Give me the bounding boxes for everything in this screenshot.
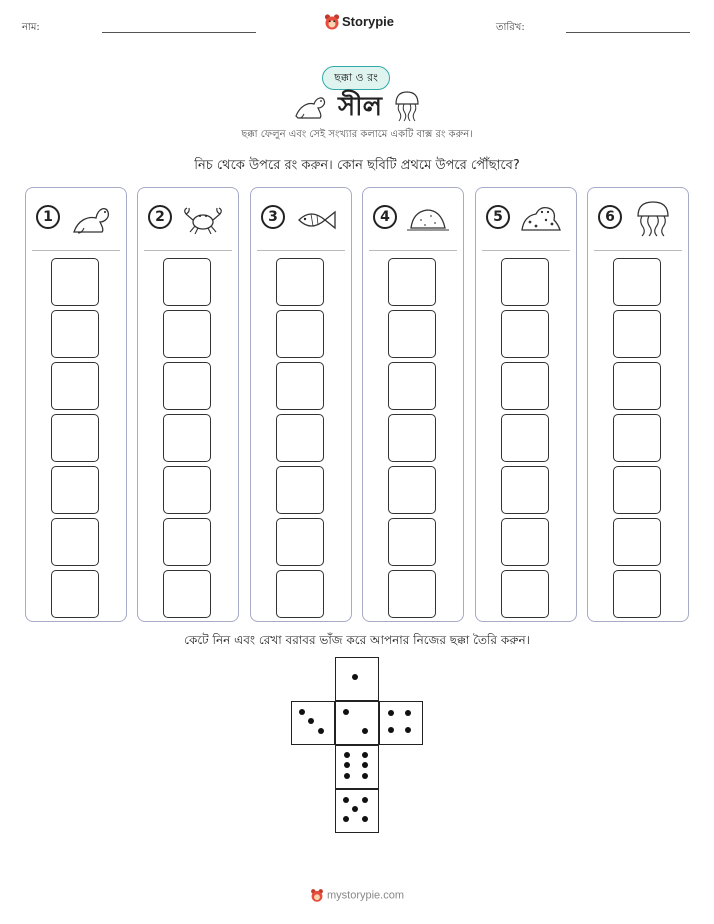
pip	[343, 709, 349, 715]
column-3	[250, 187, 352, 622]
color-box[interactable]	[388, 570, 436, 618]
color-box[interactable]	[276, 518, 324, 566]
pip	[344, 773, 350, 779]
pip	[318, 728, 324, 734]
pip	[352, 806, 358, 812]
sea-lion-icon	[68, 198, 114, 238]
column-1	[25, 187, 127, 622]
color-box[interactable]	[613, 518, 661, 566]
color-box[interactable]	[276, 570, 324, 618]
color-box[interactable]	[388, 466, 436, 514]
color-box[interactable]	[276, 414, 324, 462]
color-box[interactable]	[51, 310, 99, 358]
column-number: 5	[486, 205, 510, 229]
color-box[interactable]	[613, 362, 661, 410]
brand-name: Storypie	[342, 14, 395, 29]
column-6	[587, 187, 689, 622]
color-box[interactable]	[163, 570, 211, 618]
column-divider	[144, 250, 232, 251]
color-box[interactable]	[51, 466, 99, 514]
color-box[interactable]	[501, 414, 549, 462]
color-box[interactable]	[163, 466, 211, 514]
pip	[352, 674, 358, 680]
pip	[362, 762, 368, 768]
color-box[interactable]	[501, 362, 549, 410]
color-box[interactable]	[501, 518, 549, 566]
color-box[interactable]	[388, 310, 436, 358]
column-4	[362, 187, 464, 622]
name-label: নাম:	[22, 22, 40, 33]
color-box[interactable]	[51, 518, 99, 566]
die-face-3	[291, 701, 335, 745]
pip	[308, 718, 314, 724]
pip	[362, 816, 368, 822]
color-box[interactable]	[51, 570, 99, 618]
pip	[299, 709, 305, 715]
date-line[interactable]	[566, 32, 690, 33]
color-box[interactable]	[276, 466, 324, 514]
pip	[362, 728, 368, 734]
color-box[interactable]	[613, 414, 661, 462]
color-box[interactable]	[613, 258, 661, 306]
die-face-4	[379, 701, 423, 745]
footer	[0, 888, 714, 903]
color-box[interactable]	[276, 258, 324, 306]
color-box[interactable]	[388, 362, 436, 410]
die-face-1	[335, 657, 379, 701]
color-box[interactable]	[163, 362, 211, 410]
color-box[interactable]	[51, 258, 99, 306]
pip	[388, 710, 394, 716]
column-5	[475, 187, 577, 622]
activity-tag: ছক্কা ও রং	[322, 66, 390, 90]
color-box[interactable]	[51, 362, 99, 410]
color-box[interactable]	[163, 414, 211, 462]
column-number: 6	[598, 205, 622, 229]
pip	[405, 727, 411, 733]
pip	[362, 797, 368, 803]
instruction: নিচ থেকে উপরে রং করুন। কোন ছবিটি প্রথমে উপরে পৌঁছাবে?	[194, 158, 520, 173]
pip	[343, 816, 349, 822]
subtitle: ছক্কা ফেলুন এবং সেই সংখ্যার কলামে একটি বাক্স রং করুন।	[241, 129, 473, 140]
color-box[interactable]	[388, 518, 436, 566]
color-box[interactable]	[388, 258, 436, 306]
color-box[interactable]	[613, 570, 661, 618]
fish-icon	[293, 198, 339, 238]
jellyfish-title-icon	[392, 90, 422, 122]
die-face-2	[335, 701, 379, 745]
color-box[interactable]	[276, 362, 324, 410]
pip	[344, 752, 350, 758]
name-line[interactable]	[102, 32, 256, 33]
jellyfish-icon	[630, 198, 676, 238]
column-number: 2	[148, 205, 172, 229]
bear-icon	[324, 13, 340, 31]
column-2	[137, 187, 239, 622]
footer-site[interactable]: mystorypie.com	[326, 889, 405, 902]
column-divider	[482, 250, 570, 251]
color-box[interactable]	[163, 310, 211, 358]
die-face-6	[335, 745, 379, 789]
color-box[interactable]	[501, 466, 549, 514]
seal-icon	[518, 198, 564, 238]
column-divider	[257, 250, 345, 251]
color-box[interactable]	[51, 414, 99, 462]
pip	[405, 710, 411, 716]
die-face-5	[335, 789, 379, 833]
column-number: 4	[373, 205, 397, 229]
color-box[interactable]	[501, 310, 549, 358]
footer-bear-icon	[310, 888, 324, 903]
cut-instruction: কেটে নিন এবং রেখা বরাবর ভাঁজ করে আপনার নিজের ছক্কা তৈরি করুন।	[184, 633, 530, 647]
color-box[interactable]	[163, 258, 211, 306]
date-label: তারিখ:	[496, 22, 525, 33]
pip	[343, 797, 349, 803]
color-box[interactable]	[613, 466, 661, 514]
column-number: 1	[36, 205, 60, 229]
pip	[344, 762, 350, 768]
color-box[interactable]	[388, 414, 436, 462]
color-box[interactable]	[501, 258, 549, 306]
color-box[interactable]	[613, 310, 661, 358]
column-divider	[32, 250, 120, 251]
rock-icon	[405, 198, 451, 238]
color-box[interactable]	[163, 518, 211, 566]
color-box[interactable]	[276, 310, 324, 358]
pip	[362, 752, 368, 758]
color-box[interactable]	[501, 570, 549, 618]
pip	[362, 773, 368, 779]
page-title: সীল	[338, 92, 382, 122]
column-divider	[594, 250, 682, 251]
column-number: 3	[261, 205, 285, 229]
column-divider	[369, 250, 457, 251]
crab-icon	[180, 198, 226, 238]
pip	[388, 727, 394, 733]
